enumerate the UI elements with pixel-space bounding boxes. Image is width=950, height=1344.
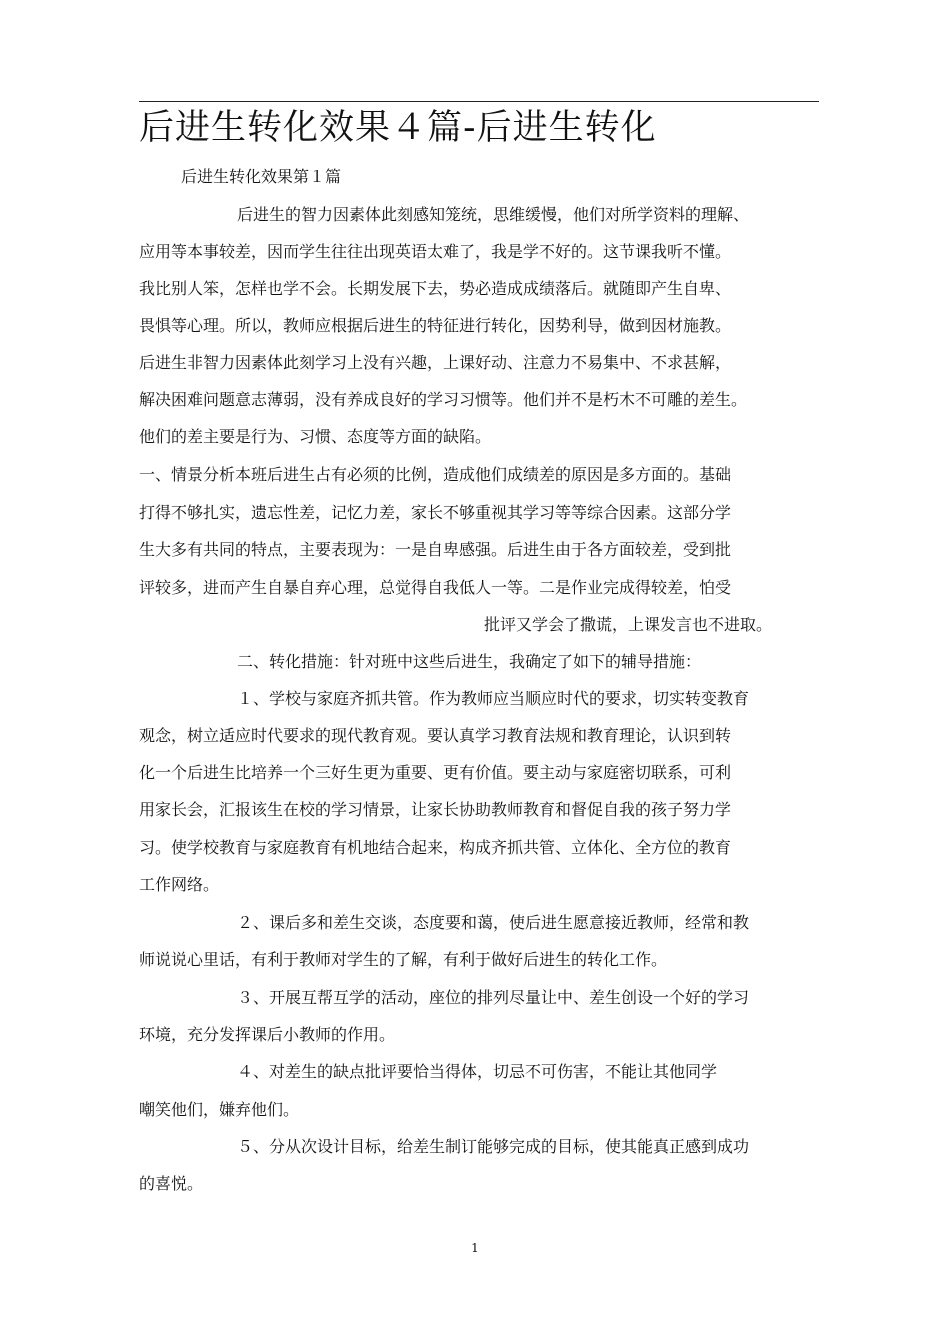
paragraph-line: 我比别人笨，怎样也学不会。长期发展下去，势必造成成绩落后。就随即产生自卑、 (139, 279, 732, 298)
paragraph-line: 二、转化措施：针对班中这些后进生，我确定了如下的辅导措施： (237, 652, 702, 671)
paragraph-line: １、学校与家庭齐抓共管。作为教师应当顺应时代的要求，切实转变教育 (237, 689, 750, 708)
paragraph-line: 嘲笑他们，嫌弃他们。 (139, 1100, 300, 1119)
paragraph-line: 习。使学校教育与家庭教育有机地结合起来，构成齐抓共管、立体化、全方位的教育 (139, 838, 732, 857)
paragraph-line: 观念，树立适应时代要求的现代教育观。要认真学习教育法规和教育理论，认识到转 (139, 726, 732, 745)
paragraph-line: 畏惧等心理。所以，教师应根据后进生的特征进行转化，因势利导，做到因材施教。 (139, 316, 732, 335)
paragraph-line: 他们的差主要是行为、习惯、态度等方面的缺陷。 (139, 427, 492, 446)
paragraph-line: 的喜悦。 (139, 1174, 204, 1193)
paragraph-line: 环境，充分发挥课后小教师的作用。 (139, 1025, 396, 1044)
paragraph-line: 后进生的智力因素体此刻感知笼统，思维缓慢，他们对所学资料的理解、 (237, 205, 750, 224)
header-rule (139, 101, 819, 102)
paragraph-line: 用家长会，汇报该生在校的学习情景，让家长协助教师教育和督促自我的孩子努力学 (139, 800, 732, 819)
paragraph-line: ３、开展互帮互学的活动，座位的排列尽量让中、差生创设一个好的学习 (237, 988, 750, 1007)
paragraph-line: 应用等本事较差，因而学生往往出现英语太难了，我是学不好的。这节课我听不懂。 (139, 242, 732, 261)
paragraph-line: 生大多有共同的特点，主要表现为：一是自卑感强。后进生由于各方面较差，受到批 (139, 540, 732, 559)
paragraph-line: 一、情景分析本班后进生占有必须的比例，造成他们成绩差的原因是多方面的。基础 (139, 465, 732, 484)
paragraph-line: 工作网络。 (139, 875, 220, 894)
paragraph-line: 化一个后进生比培养一个三好生更为重要、更有价值。要主动与家庭密切联系，可利 (139, 763, 732, 782)
paragraph-line: ２、课后多和差生交谈，态度要和蔼，使后进生愿意接近教师，经常和教 (237, 913, 750, 932)
document-title: 后进生转化效果４篇-后进生转化 (139, 108, 657, 148)
paragraph-line: ５、分从次设计目标，给差生制订能够完成的目标，使其能真正感到成功 (237, 1137, 750, 1156)
section-subtitle: 后进生转化效果第１篇 (181, 167, 342, 186)
page-number: 1 (471, 1241, 479, 1255)
paragraph-line: 师说说心里话，有利于教师对学生的了解，有利于做好后进生的转化工作。 (139, 950, 668, 969)
paragraph-line: 评较多，进而产生自暴自弃心理，总觉得自我低人一等。二是作业完成得较差，怕受 (139, 578, 732, 597)
paragraph-line: 后进生非智力因素体此刻学习上没有兴趣，上课好动、注意力不易集中、不求甚解， (139, 353, 732, 372)
paragraph-line: 打得不够扎实，遗忘性差，记忆力差，家长不够重视其学习等等综合因素。这部分学 (139, 503, 732, 522)
paragraph-line: 解决困难问题意志薄弱，没有养成良好的学习习惯等。他们并不是朽木不可雕的差生。 (139, 390, 748, 409)
paragraph-line: ４、对差生的缺点批评要恰当得体，切忌不可伤害，不能让其他同学 (237, 1062, 718, 1081)
paragraph-line: 批评又学会了撒谎，上课发言也不进取。 (484, 615, 773, 634)
